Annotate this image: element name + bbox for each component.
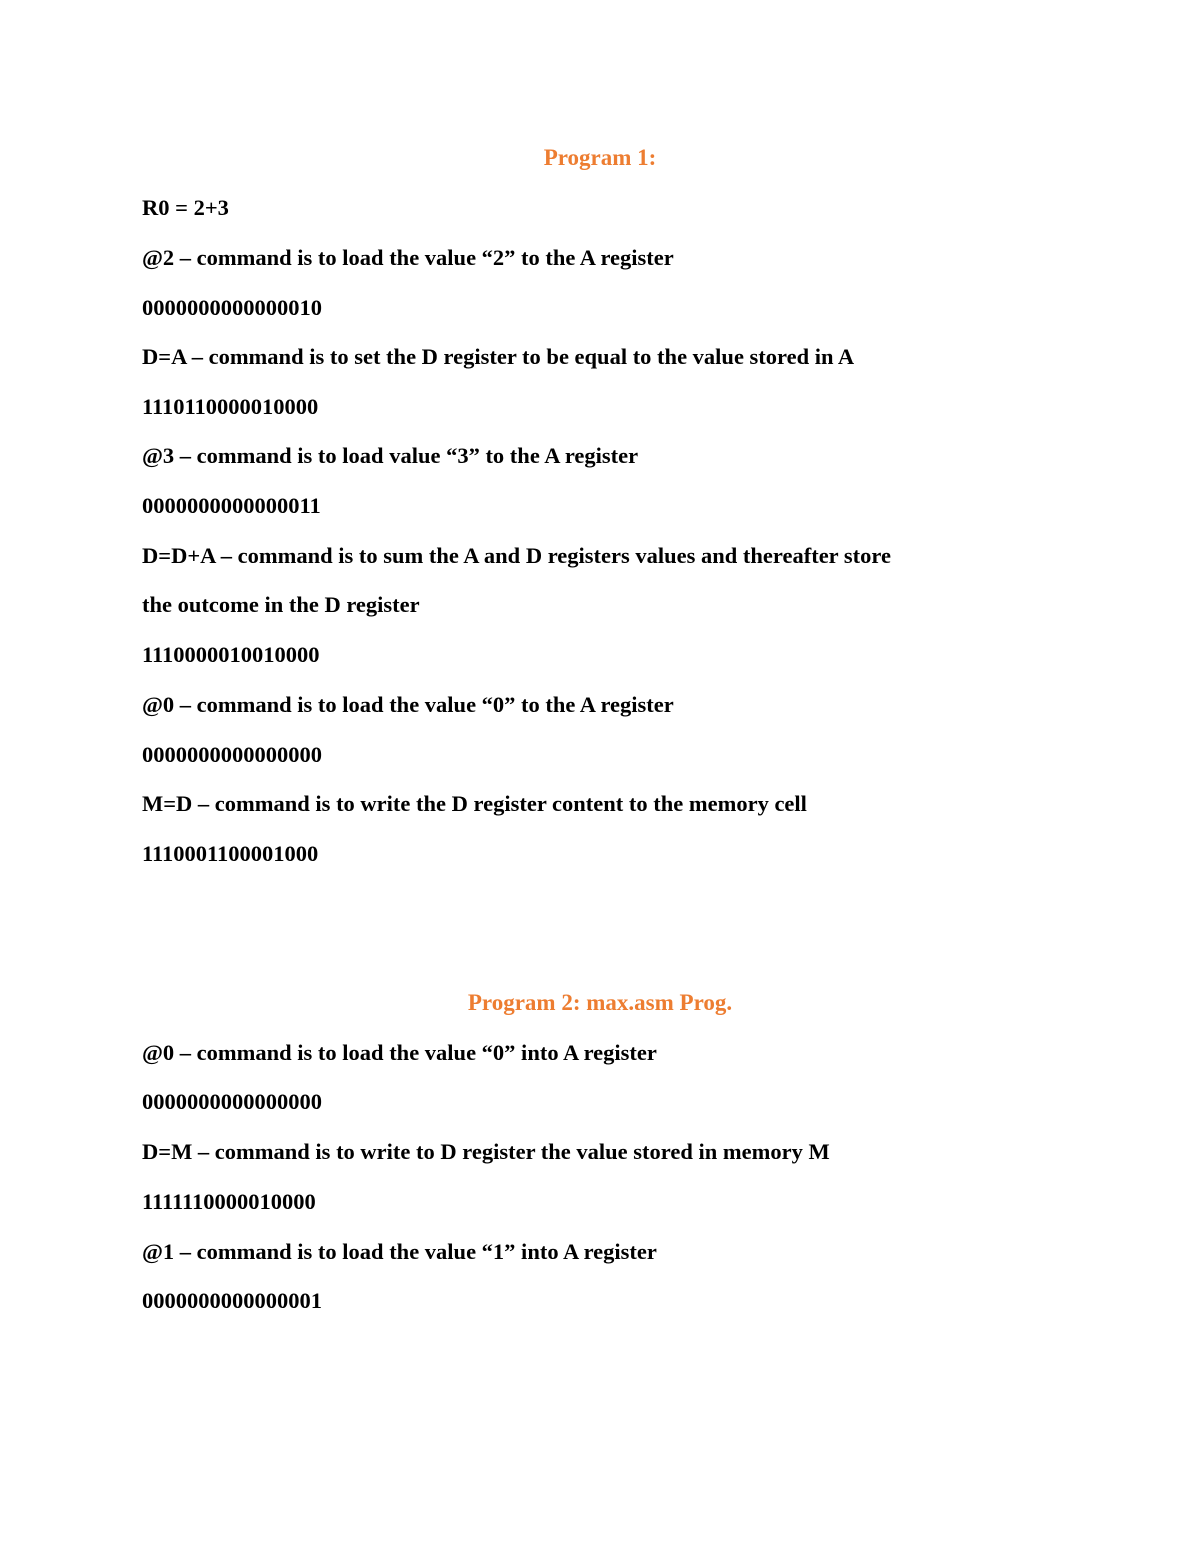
program-1-heading: Program 1: bbox=[543, 145, 657, 170]
program-2-line: @0 – command is to load the value “0” into A register bbox=[142, 1040, 657, 1065]
program-2-line: 0000000000000000 bbox=[142, 1089, 322, 1114]
program-1-line: 1110001100001000 bbox=[142, 841, 319, 866]
program-2-line: 0000000000000001 bbox=[142, 1288, 322, 1313]
program-1-line: D=D+A – command is to sum the A and D registers values and thereafter store bbox=[142, 543, 891, 568]
program-1-line: 0000000000000000 bbox=[142, 742, 322, 767]
program-2-line: @1 – command is to load the value “1” into A register bbox=[142, 1239, 657, 1264]
program-1-line: 1110110000010000 bbox=[142, 394, 319, 419]
program-1-line: @0 – command is to load the value “0” to the A register bbox=[142, 692, 674, 717]
program-2-line: 1111110000010000 bbox=[142, 1189, 316, 1214]
program-2-line: D=M – command is to write to D register the value stored in memory M bbox=[142, 1139, 830, 1164]
program-1-line: M=D – command is to write the D register content to the memory cell bbox=[142, 791, 807, 816]
program-1-line: 0000000000000011 bbox=[142, 493, 321, 518]
program-1-line: @3 – command is to load value “3” to the A register bbox=[142, 443, 639, 468]
program-2-heading: Program 2: max.asm Prog. bbox=[467, 990, 733, 1015]
program-1-line: D=A – command is to set the D register to be equal to the value stored in A bbox=[142, 344, 855, 369]
program-1-line: 0000000000000010 bbox=[142, 295, 322, 320]
program-1-line: R0 = 2+3 bbox=[142, 195, 229, 220]
program-1-line: @2 – command is to load the value “2” to the A register bbox=[142, 245, 674, 270]
program-1-line: 1110000010010000 bbox=[142, 642, 320, 667]
program-1-line: the outcome in the D register bbox=[142, 592, 420, 617]
